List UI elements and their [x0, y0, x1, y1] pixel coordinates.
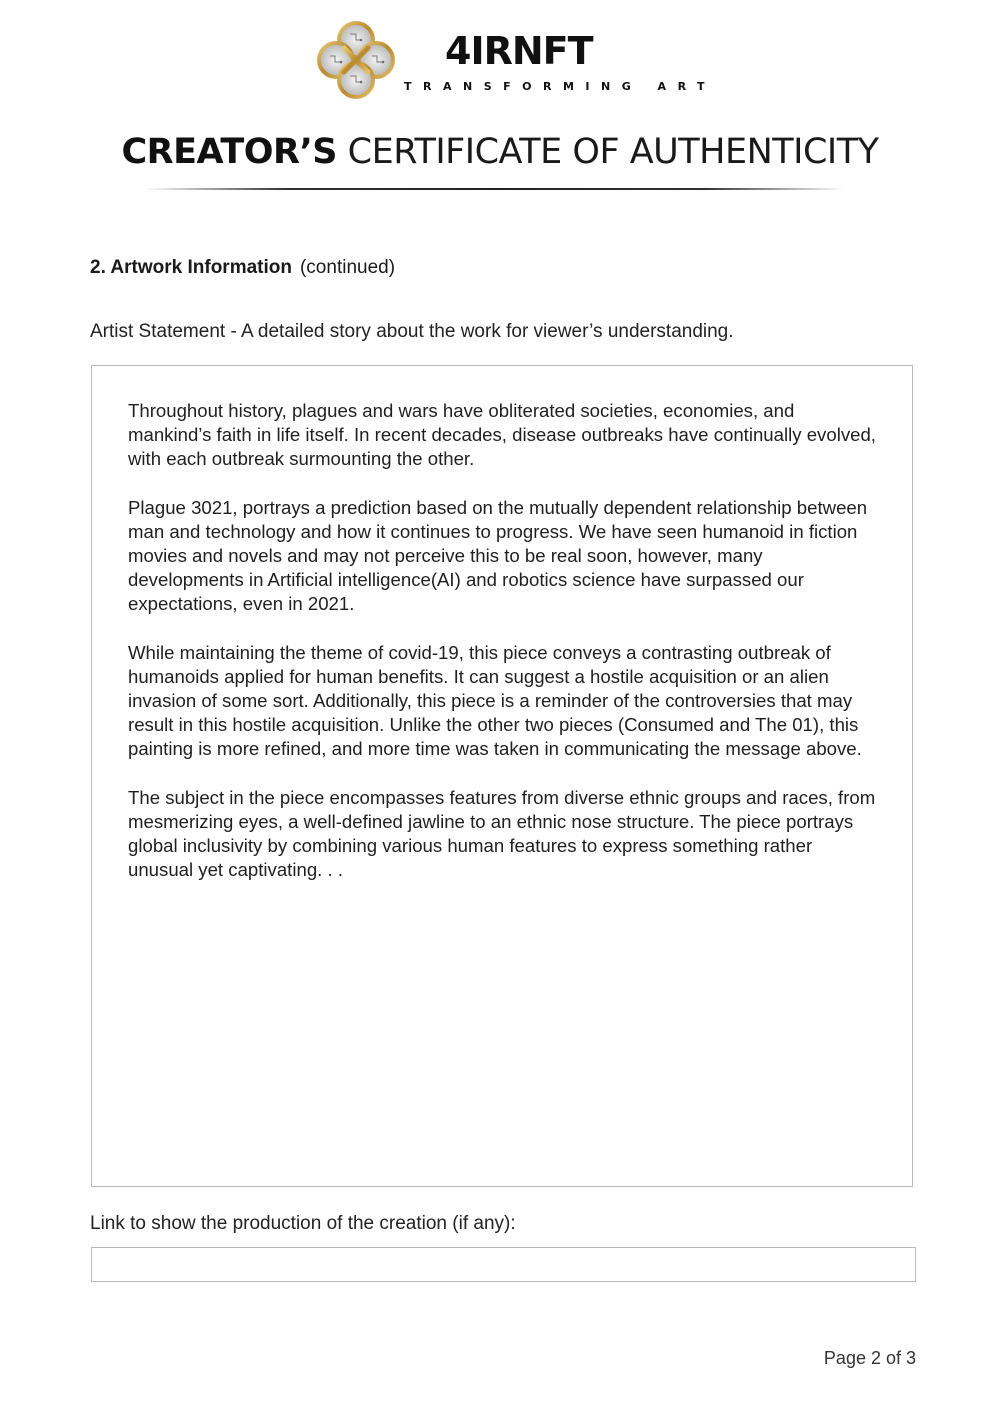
- section-heading-title: 2. Artwork Information: [90, 257, 292, 278]
- title-divider: [145, 188, 845, 190]
- artist-statement-label: Artist Statement - A detailed story about the work for viewer’s understanding.: [90, 321, 734, 342]
- brand-tagline: TRANSFORMING ART: [404, 80, 717, 93]
- production-link-label: Link to show the production of the creation (if any):: [90, 1213, 516, 1234]
- page-number: Page 2 of 3: [823, 1348, 916, 1368]
- statement-paragraph-4: The subject in the piece encompasses features from diverse ethnic groups and races, from mesmerizing eyes, a well-defined jawline to an ethnic nose structure. The piece portrays global inclusivity by combining various human features to express something rather unusual yet captivating. . .: [128, 786, 876, 881]
- statement-paragraph-2: Plague 3021, portrays a prediction based on the mutually dependent relationship between man and technology and how it continues to progress. We have seen humanoid in fiction movies and novels and may not perceive this to be real soon, however, many developments in Artificial intelligence(AI) and robotics science have surpassed our expectations, even in 2021.: [128, 496, 868, 615]
- section-heading-continued: (continued): [299, 257, 396, 278]
- artist-statement-field[interactable]: [91, 365, 913, 1187]
- statement-paragraph-3: While maintaining the theme of covid-19, this piece conveys a contrasting outbreak of humanoids applied for human benefits. It can suggest a hostile acquisition or an alien invasion of some sort. Additionally, this piece is a reminder of the controversies that may result in this hostile acquisition. Unlike the other two pieces (Consumed and The 01), this painting is more refined, and more time was taken in communicating the message above.: [128, 641, 862, 760]
- brand-name: 4IRNFT: [445, 29, 593, 73]
- document-title: [0, 128, 1000, 176]
- statement-paragraph-1: Throughout history, plagues and wars have obliterated societies, economies, and mankind’s faith in life itself. In recent decades, disease outbreaks have continually evolved, with each outbreak surmounting the other.: [128, 400, 876, 470]
- gold-circuit-knot-logo-icon: [316, 20, 396, 100]
- document-title-bold: CREATOR’S: [121, 132, 337, 172]
- section-heading: [90, 257, 395, 279]
- document-title-light: CERTIFICATE OF AUTHENTICITY: [347, 132, 879, 172]
- production-link-field[interactable]: [91, 1247, 916, 1282]
